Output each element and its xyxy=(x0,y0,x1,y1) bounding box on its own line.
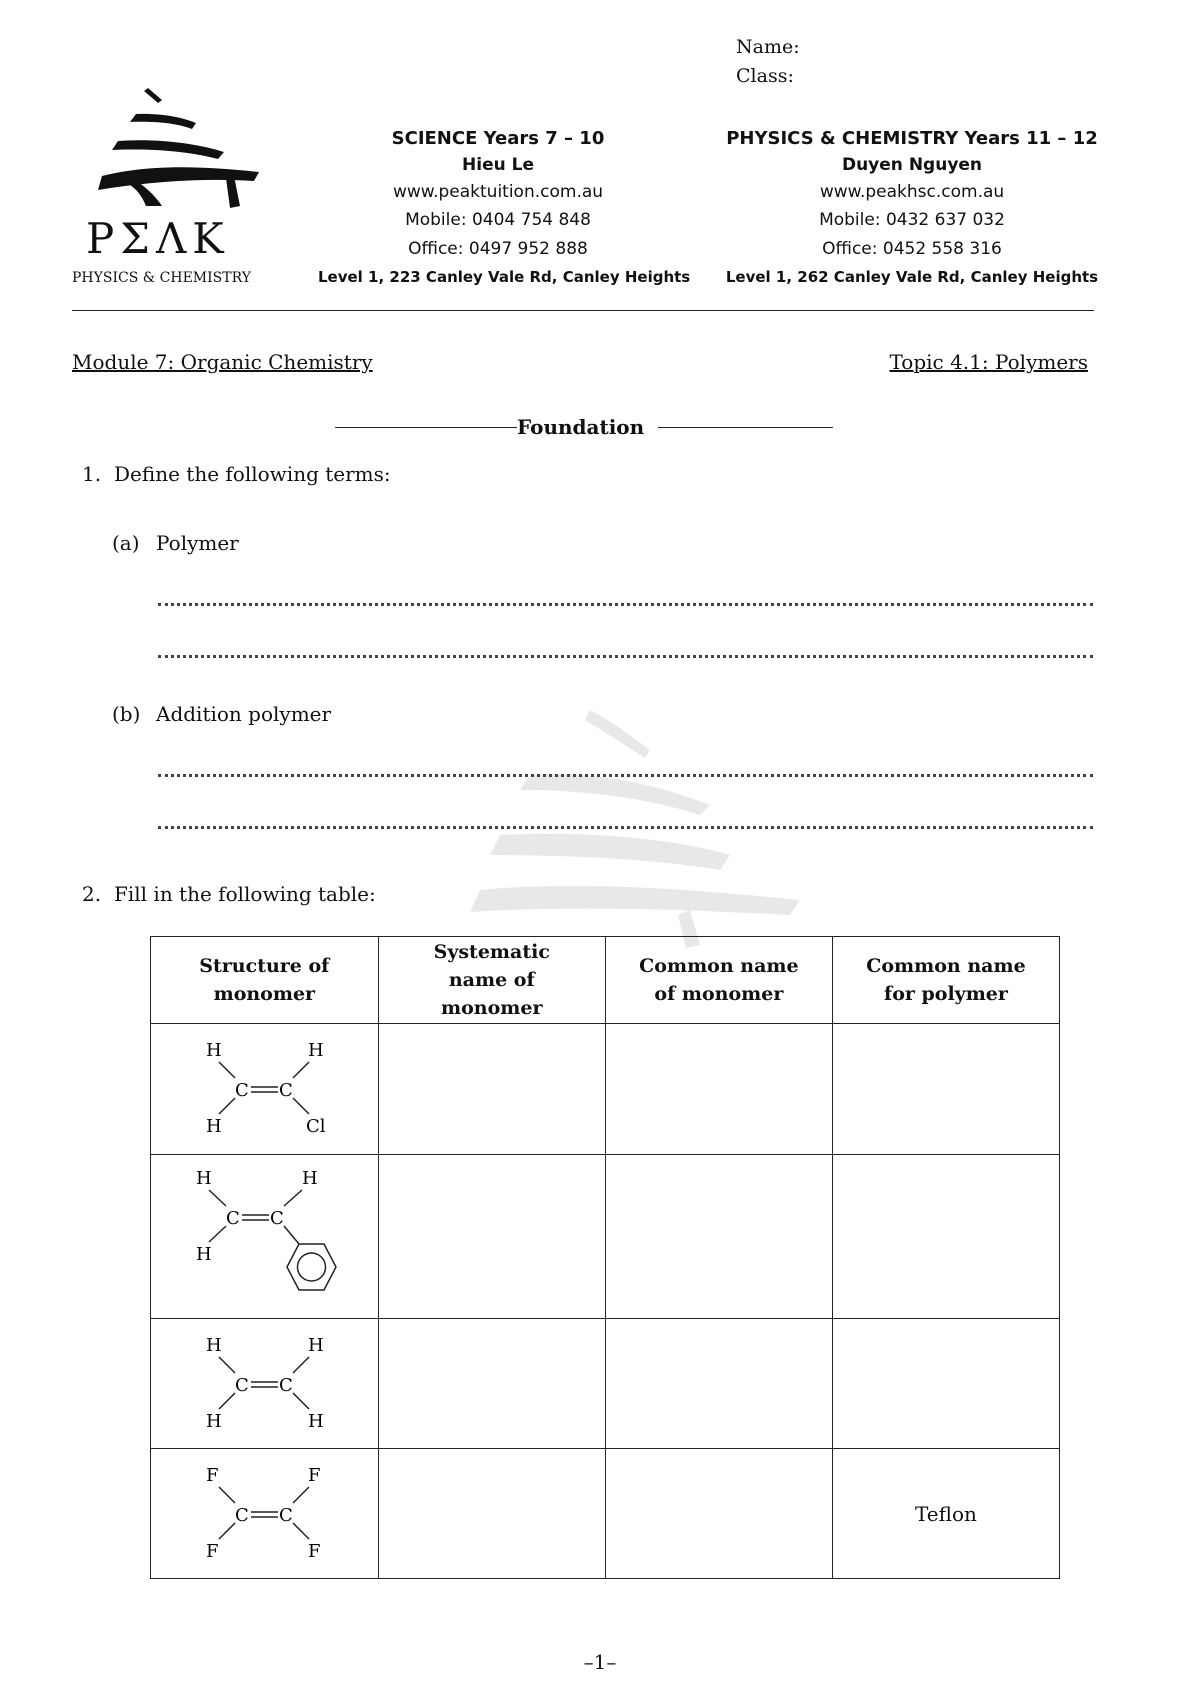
physchem-office: Office: 0452 558 316 xyxy=(822,239,1002,259)
bond xyxy=(219,1523,235,1539)
systematic-name-cell[interactable] xyxy=(378,1024,605,1155)
header-systematic-name: Systematic name of monomer xyxy=(378,937,605,1024)
physchem-address: Level 1, 262 Canley Vale Rd, Canley Heights xyxy=(725,268,1099,286)
systematic-name-cell[interactable] xyxy=(378,1319,605,1449)
atom-label: Cl xyxy=(306,1116,326,1137)
answer-line[interactable] xyxy=(158,826,1093,829)
bond xyxy=(219,1062,235,1078)
bond xyxy=(293,1357,309,1373)
answer-line[interactable] xyxy=(158,655,1093,658)
header-structure: Structure of monomer xyxy=(151,937,379,1024)
physchem-contact xyxy=(722,128,1102,298)
page-number: –1– xyxy=(583,1650,617,1674)
atom-label: H xyxy=(206,1410,223,1432)
common-polymer-cell[interactable] xyxy=(832,1024,1059,1155)
section-title: Foundation xyxy=(517,415,645,439)
peak-logo xyxy=(72,86,287,291)
table-header-row xyxy=(151,937,1060,1024)
atom-label: H xyxy=(196,1243,213,1265)
structure-cell xyxy=(151,1449,379,1579)
q2-text: Fill in the following table: xyxy=(114,882,376,906)
vinyl-chloride-structure xyxy=(184,1034,344,1144)
aromatic-circle xyxy=(298,1253,326,1281)
header-common-monomer: Common name of monomer xyxy=(605,937,832,1024)
atom-label: F xyxy=(206,1464,219,1486)
physchem-mobile: Mobile: 0432 637 032 xyxy=(819,210,1005,230)
atom-label: C xyxy=(226,1207,241,1229)
bond xyxy=(284,1190,302,1206)
name-label: Name: xyxy=(736,36,800,58)
bond xyxy=(293,1062,309,1078)
atom-label: H xyxy=(308,1040,325,1061)
section-rule-right xyxy=(658,427,833,428)
header-rule xyxy=(72,310,1094,311)
atom-label: H xyxy=(206,1116,223,1137)
q1b-label: (b) xyxy=(112,702,141,726)
physchem-website[interactable]: www.peakhsc.com.au xyxy=(819,182,1005,202)
answer-line[interactable] xyxy=(158,774,1093,777)
bond xyxy=(219,1098,235,1114)
tetrafluoroethene-structure xyxy=(184,1459,344,1569)
q1-text: Define the following terms: xyxy=(114,462,391,486)
systematic-name-cell[interactable] xyxy=(378,1449,605,1579)
q2-number: 2. xyxy=(82,882,102,906)
atom-label: C xyxy=(279,1504,294,1526)
bond xyxy=(293,1393,309,1409)
atom-label: F xyxy=(206,1540,219,1562)
answer-line[interactable] xyxy=(158,603,1093,606)
atom-label: C xyxy=(235,1504,250,1526)
bond xyxy=(284,1226,299,1244)
science-address: Level 1, 223 Canley Vale Rd, Canley Heights xyxy=(318,268,691,286)
bond xyxy=(293,1523,309,1539)
common-monomer-cell[interactable] xyxy=(605,1449,832,1579)
bond xyxy=(219,1357,235,1373)
bond xyxy=(209,1190,226,1206)
atom-label: F xyxy=(308,1540,321,1562)
systematic-name-cell[interactable] xyxy=(378,1155,605,1319)
styrene-structure xyxy=(174,1162,354,1312)
benzene-ring-icon xyxy=(287,1244,336,1290)
science-mobile: Mobile: 0404 754 848 xyxy=(405,210,591,230)
atom-label: H xyxy=(308,1410,325,1432)
graduation-cap-icon xyxy=(84,86,274,211)
bond xyxy=(219,1487,235,1503)
q1b-text: Addition polymer xyxy=(156,702,332,726)
atom-label: C xyxy=(270,1207,285,1229)
bond xyxy=(219,1393,235,1409)
science-website[interactable]: www.peaktuition.com.au xyxy=(392,182,604,202)
q1-number: 1. xyxy=(82,462,102,486)
science-office: Office: 0497 952 888 xyxy=(408,239,588,259)
atom-label: H xyxy=(206,1334,223,1356)
common-polymer-cell[interactable] xyxy=(832,1319,1059,1449)
common-monomer-cell[interactable] xyxy=(605,1024,832,1155)
science-person: Hieu Le xyxy=(462,155,534,175)
atom-label: C xyxy=(279,1374,294,1396)
science-contact xyxy=(318,128,691,298)
science-title: SCIENCE Years 7 – 10 xyxy=(391,128,605,149)
atom-label: F xyxy=(308,1464,321,1486)
physchem-person: Duyen Nguyen xyxy=(841,155,983,175)
common-monomer-cell[interactable] xyxy=(605,1155,832,1319)
q1a-text: Polymer xyxy=(156,531,239,555)
common-polymer-cell[interactable]: Teflon xyxy=(832,1449,1059,1579)
atom-label: H xyxy=(308,1334,325,1356)
topic-title: Topic 4.1: Polymers xyxy=(889,350,1088,374)
class-label: Class: xyxy=(736,65,794,87)
table-row xyxy=(151,1449,1060,1579)
structure-cell xyxy=(151,1155,379,1319)
logo-tagline: PHYSICS & CHEMISTRY xyxy=(72,270,251,286)
structure-cell xyxy=(151,1024,379,1155)
header-common-polymer: Common name for polymer xyxy=(832,937,1059,1024)
physchem-title: PHYSICS & CHEMISTRY Years 11 – 12 xyxy=(726,128,1098,149)
table-row xyxy=(151,1155,1060,1319)
logo-wordmark: ΡΣΛΚ xyxy=(86,214,230,263)
atom-label: C xyxy=(279,1080,294,1101)
structure-cell xyxy=(151,1319,379,1449)
atom-label: H xyxy=(206,1040,223,1061)
atom-label: H xyxy=(196,1167,213,1189)
bond xyxy=(209,1226,226,1242)
table-row xyxy=(151,1024,1060,1155)
atom-label: H xyxy=(302,1167,319,1189)
module-title: Module 7: Organic Chemistry xyxy=(72,350,373,374)
table-row xyxy=(151,1319,1060,1449)
atom-label: C xyxy=(235,1374,250,1396)
bond xyxy=(293,1098,309,1114)
monomer-table xyxy=(150,936,1060,1579)
common-polymer-cell[interactable] xyxy=(832,1155,1059,1319)
atom-label: C xyxy=(235,1080,250,1101)
q1a-label: (a) xyxy=(112,531,140,555)
common-monomer-cell[interactable] xyxy=(605,1319,832,1449)
section-rule-left xyxy=(335,427,517,428)
ethene-structure xyxy=(184,1329,344,1439)
bond xyxy=(293,1487,309,1503)
